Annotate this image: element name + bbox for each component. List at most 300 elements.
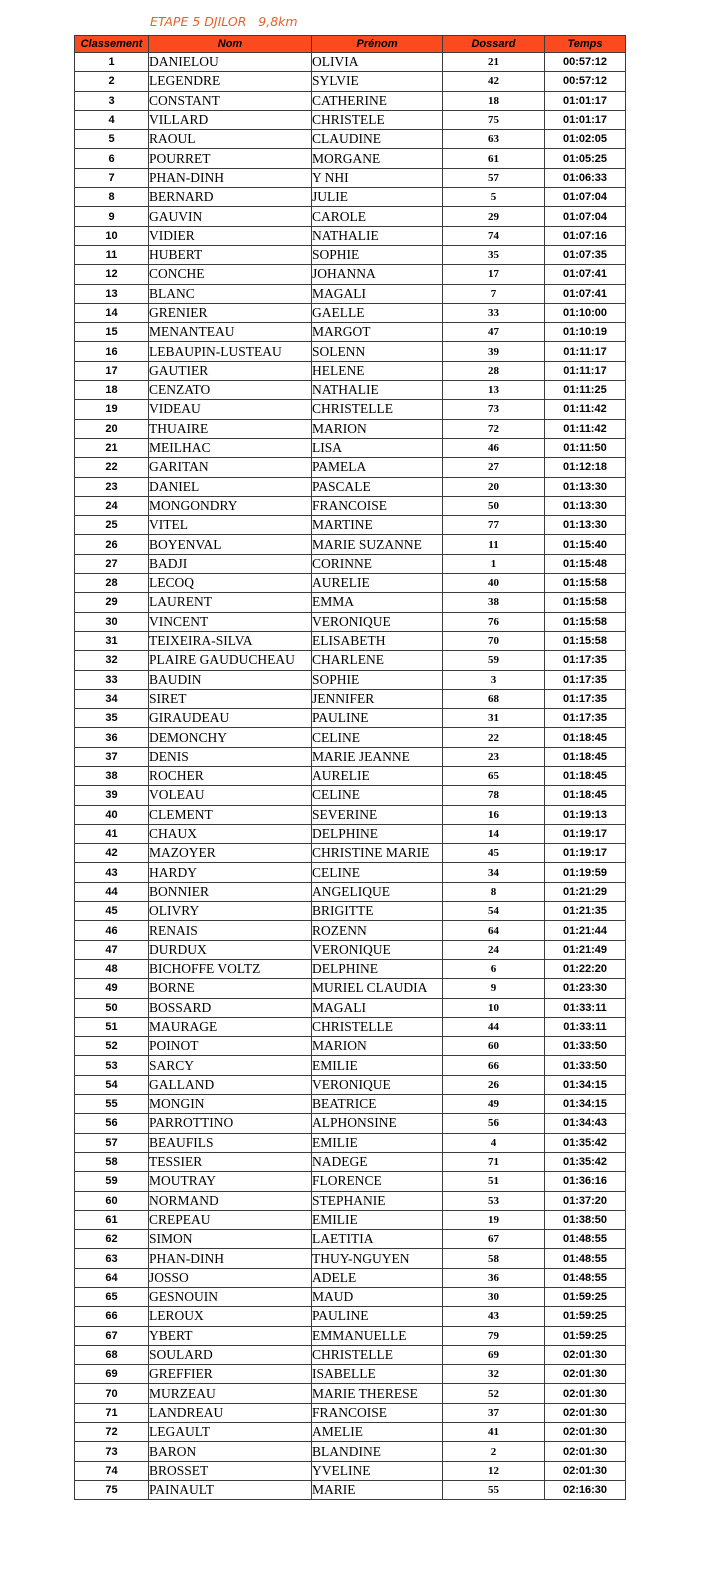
table-row [75,496,626,515]
cell-temps: 01:05:25 [545,149,626,168]
cell-temps: 01:33:50 [545,1056,626,1075]
cell-temps: 01:33:11 [545,998,626,1017]
table-row [75,1461,626,1480]
cell-classement: 55 [75,1095,149,1114]
cell-nom: TESSIER [149,1152,312,1171]
cell-classement: 39 [75,786,149,805]
cell-dossard: 76 [443,612,545,631]
table-row [75,921,626,940]
table-row [75,1210,626,1229]
cell-nom: RAOUL [149,130,312,149]
table-row [75,149,626,168]
cell-prenom: SOLENN [312,342,443,361]
cell-nom: CONCHE [149,265,312,284]
cell-temps: 01:36:16 [545,1172,626,1191]
table-row [75,1095,626,1114]
cell-nom: BADJI [149,554,312,573]
table-row [75,245,626,264]
cell-prenom: ISABELLE [312,1365,443,1384]
cell-classement: 66 [75,1307,149,1326]
cell-classement: 48 [75,959,149,978]
cell-classement: 12 [75,265,149,284]
table-row [75,1114,626,1133]
cell-temps: 01:10:19 [545,323,626,342]
cell-dossard: 45 [443,844,545,863]
cell-prenom: EMILIE [312,1133,443,1152]
cell-nom: CLEMENT [149,805,312,824]
cell-dossard: 9 [443,979,545,998]
cell-dossard: 42 [443,72,545,91]
cell-temps: 01:12:18 [545,458,626,477]
cell-classement: 61 [75,1210,149,1229]
table-row [75,882,626,901]
table-row [75,1307,626,1326]
cell-dossard: 6 [443,959,545,978]
table-row [75,168,626,187]
cell-dossard: 23 [443,747,545,766]
cell-prenom: JOHANNA [312,265,443,284]
cell-dossard: 69 [443,1345,545,1364]
cell-classement: 14 [75,303,149,322]
cell-classement: 67 [75,1326,149,1345]
cell-dossard: 49 [443,1095,545,1114]
table-row [75,265,626,284]
cell-nom: GRENIER [149,303,312,322]
cell-classement: 16 [75,342,149,361]
cell-temps: 01:34:15 [545,1075,626,1094]
cell-nom: PAINAULT [149,1480,312,1499]
cell-nom: CHAUX [149,824,312,843]
table-row [75,226,626,245]
cell-classement: 25 [75,516,149,535]
cell-classement: 1 [75,53,149,72]
cell-temps: 01:02:05 [545,130,626,149]
table-row [75,53,626,72]
cell-dossard: 58 [443,1249,545,1268]
cell-classement: 41 [75,824,149,843]
cell-temps: 01:15:58 [545,631,626,650]
table-body [75,53,626,1500]
cell-prenom: AURELIE [312,574,443,593]
cell-classement: 54 [75,1075,149,1094]
cell-classement: 17 [75,361,149,380]
cell-prenom: CHRISTINE MARIE [312,844,443,863]
cell-dossard: 3 [443,670,545,689]
table-row [75,1152,626,1171]
cell-classement: 75 [75,1480,149,1499]
cell-classement: 49 [75,979,149,998]
table-row [75,516,626,535]
cell-prenom: DELPHINE [312,824,443,843]
cell-classement: 15 [75,323,149,342]
cell-classement: 9 [75,207,149,226]
header-temps: Temps [545,36,626,53]
table-row [75,747,626,766]
cell-temps: 01:23:30 [545,979,626,998]
cell-nom: SARCY [149,1056,312,1075]
cell-dossard: 64 [443,921,545,940]
cell-dossard: 74 [443,226,545,245]
cell-prenom: CHRISTELLE [312,1017,443,1036]
cell-temps: 01:06:33 [545,168,626,187]
cell-dossard: 19 [443,1210,545,1229]
cell-prenom: PASCALE [312,477,443,496]
cell-temps: 02:01:30 [545,1461,626,1480]
cell-dossard: 13 [443,381,545,400]
cell-temps: 02:01:30 [545,1442,626,1461]
cell-prenom: STEPHANIE [312,1191,443,1210]
table-row [75,1191,626,1210]
results-table [74,35,626,1500]
cell-temps: 01:18:45 [545,786,626,805]
cell-prenom: ROZENN [312,921,443,940]
cell-classement: 42 [75,844,149,863]
cell-nom: VOLEAU [149,786,312,805]
cell-dossard: 41 [443,1423,545,1442]
cell-dossard: 35 [443,245,545,264]
cell-temps: 01:17:35 [545,709,626,728]
cell-prenom: CATHERINE [312,91,443,110]
cell-classement: 10 [75,226,149,245]
table-row [75,709,626,728]
cell-nom: GIRAUDEAU [149,709,312,728]
cell-temps: 01:07:35 [545,245,626,264]
cell-prenom: CHRISTELE [312,110,443,129]
cell-dossard: 11 [443,535,545,554]
table-row [75,998,626,1017]
cell-nom: DENIS [149,747,312,766]
cell-temps: 01:33:50 [545,1037,626,1056]
cell-temps: 01:22:20 [545,959,626,978]
header-dossard: Dossard [443,36,545,53]
cell-dossard: 43 [443,1307,545,1326]
cell-temps: 01:18:45 [545,766,626,785]
cell-dossard: 59 [443,651,545,670]
cell-nom: MENANTEAU [149,323,312,342]
cell-dossard: 56 [443,1114,545,1133]
cell-prenom: OLIVIA [312,53,443,72]
cell-classement: 74 [75,1461,149,1480]
cell-temps: 01:19:17 [545,824,626,843]
cell-nom: DANIELOU [149,53,312,72]
cell-nom: BICHOFFE VOLTZ [149,959,312,978]
cell-classement: 19 [75,400,149,419]
cell-prenom: PAULINE [312,709,443,728]
cell-nom: BERNARD [149,188,312,207]
cell-classement: 8 [75,188,149,207]
cell-nom: VINCENT [149,612,312,631]
header-classement: Classement [75,36,149,53]
cell-nom: MOUTRAY [149,1172,312,1191]
table-row [75,1075,626,1094]
cell-temps: 01:18:45 [545,728,626,747]
cell-prenom: HELENE [312,361,443,380]
cell-dossard: 32 [443,1365,545,1384]
table-row [75,824,626,843]
table-row [75,651,626,670]
cell-prenom: MARIE SUZANNE [312,535,443,554]
cell-classement: 36 [75,728,149,747]
cell-classement: 27 [75,554,149,573]
cell-prenom: ALPHONSINE [312,1114,443,1133]
cell-dossard: 50 [443,496,545,515]
cell-classement: 47 [75,940,149,959]
cell-classement: 52 [75,1037,149,1056]
cell-dossard: 79 [443,1326,545,1345]
cell-prenom: ADELE [312,1268,443,1287]
cell-nom: VILLARD [149,110,312,129]
cell-nom: PHAN-DINH [149,168,312,187]
cell-temps: 01:15:58 [545,612,626,631]
cell-nom: BORNE [149,979,312,998]
table-row [75,110,626,129]
cell-dossard: 36 [443,1268,545,1287]
table-row [75,979,626,998]
cell-nom: MAZOYER [149,844,312,863]
cell-dossard: 55 [443,1480,545,1499]
cell-classement: 13 [75,284,149,303]
cell-prenom: PAULINE [312,1307,443,1326]
cell-temps: 02:01:30 [545,1384,626,1403]
cell-prenom: Y NHI [312,168,443,187]
cell-prenom: EMMA [312,593,443,612]
table-row [75,477,626,496]
cell-prenom: LAETITIA [312,1230,443,1249]
cell-classement: 50 [75,998,149,1017]
cell-temps: 01:13:30 [545,477,626,496]
cell-prenom: MARGOT [312,323,443,342]
table-row [75,419,626,438]
cell-classement: 44 [75,882,149,901]
table-row [75,728,626,747]
cell-prenom: GAELLE [312,303,443,322]
cell-nom: VITEL [149,516,312,535]
cell-dossard: 26 [443,1075,545,1094]
cell-prenom: MARIE [312,1480,443,1499]
cell-prenom: DELPHINE [312,959,443,978]
cell-temps: 01:15:58 [545,593,626,612]
cell-classement: 11 [75,245,149,264]
cell-nom: ROCHER [149,766,312,785]
cell-nom: SIRET [149,689,312,708]
cell-prenom: YVELINE [312,1461,443,1480]
cell-dossard: 63 [443,130,545,149]
table-row [75,1384,626,1403]
cell-temps: 01:15:40 [545,535,626,554]
cell-nom: LEGAULT [149,1423,312,1442]
cell-nom: GESNOUIN [149,1288,312,1307]
cell-prenom: THUY-NGUYEN [312,1249,443,1268]
cell-prenom: SOPHIE [312,670,443,689]
table-row [75,593,626,612]
cell-classement: 23 [75,477,149,496]
cell-dossard: 8 [443,882,545,901]
cell-temps: 01:59:25 [545,1326,626,1345]
cell-classement: 18 [75,381,149,400]
cell-dossard: 1 [443,554,545,573]
cell-classement: 58 [75,1152,149,1171]
cell-nom: GARITAN [149,458,312,477]
cell-dossard: 40 [443,574,545,593]
cell-dossard: 65 [443,766,545,785]
cell-temps: 01:48:55 [545,1230,626,1249]
cell-nom: CONSTANT [149,91,312,110]
cell-temps: 01:34:43 [545,1114,626,1133]
cell-nom: DURDUX [149,940,312,959]
cell-classement: 73 [75,1442,149,1461]
cell-classement: 24 [75,496,149,515]
cell-classement: 7 [75,168,149,187]
header-prenom: Prénom [312,36,443,53]
cell-dossard: 46 [443,438,545,457]
cell-temps: 01:19:13 [545,805,626,824]
cell-nom: THUAIRE [149,419,312,438]
cell-temps: 01:11:25 [545,381,626,400]
cell-nom: MAURAGE [149,1017,312,1036]
cell-dossard: 21 [443,53,545,72]
cell-nom: DANIEL [149,477,312,496]
cell-nom: LAURENT [149,593,312,612]
page-title: ETAPE 5 DJILOR 9,8km [150,14,298,29]
cell-prenom: JENNIFER [312,689,443,708]
cell-classement: 31 [75,631,149,650]
cell-temps: 01:11:42 [545,400,626,419]
cell-temps: 01:48:55 [545,1268,626,1287]
table-row [75,940,626,959]
cell-classement: 3 [75,91,149,110]
cell-classement: 2 [75,72,149,91]
cell-temps: 01:17:35 [545,670,626,689]
cell-prenom: EMILIE [312,1056,443,1075]
cell-nom: MONGONDRY [149,496,312,515]
cell-prenom: FRANCOISE [312,1403,443,1422]
cell-prenom: FLORENCE [312,1172,443,1191]
cell-temps: 01:21:29 [545,882,626,901]
cell-nom: MEILHAC [149,438,312,457]
cell-nom: OLIVRY [149,902,312,921]
table-row [75,361,626,380]
cell-prenom: MARTINE [312,516,443,535]
cell-temps: 01:33:11 [545,1017,626,1036]
cell-prenom: MARIE JEANNE [312,747,443,766]
cell-nom: BEAUFILS [149,1133,312,1152]
cell-prenom: MAGALI [312,284,443,303]
cell-dossard: 77 [443,516,545,535]
cell-classement: 60 [75,1191,149,1210]
cell-temps: 01:13:30 [545,516,626,535]
table-row [75,1133,626,1152]
table-header [75,36,626,53]
cell-nom: HUBERT [149,245,312,264]
table-row [75,1017,626,1036]
table-row [75,1249,626,1268]
cell-classement: 69 [75,1365,149,1384]
cell-prenom: PAMELA [312,458,443,477]
table-row [75,438,626,457]
cell-classement: 35 [75,709,149,728]
table-row [75,1442,626,1461]
cell-dossard: 14 [443,824,545,843]
cell-prenom: NATHALIE [312,226,443,245]
table-row [75,458,626,477]
cell-temps: 01:17:35 [545,651,626,670]
cell-dossard: 17 [443,265,545,284]
cell-dossard: 12 [443,1461,545,1480]
cell-dossard: 51 [443,1172,545,1191]
table-row [75,1172,626,1191]
cell-classement: 6 [75,149,149,168]
cell-temps: 01:07:41 [545,284,626,303]
cell-temps: 01:11:17 [545,361,626,380]
table-row [75,554,626,573]
cell-classement: 33 [75,670,149,689]
cell-dossard: 30 [443,1288,545,1307]
cell-nom: BAUDIN [149,670,312,689]
cell-dossard: 18 [443,91,545,110]
cell-dossard: 75 [443,110,545,129]
cell-prenom: CELINE [312,728,443,747]
cell-nom: LEBAUPIN-LUSTEAU [149,342,312,361]
cell-prenom: MAGALI [312,998,443,1017]
cell-temps: 01:17:35 [545,689,626,708]
table-row [75,1480,626,1499]
cell-temps: 01:11:50 [545,438,626,457]
cell-nom: PLAIRE GAUDUCHEAU [149,651,312,670]
cell-dossard: 47 [443,323,545,342]
table-row [75,91,626,110]
cell-dossard: 54 [443,902,545,921]
cell-prenom: SYLVIE [312,72,443,91]
cell-temps: 01:59:25 [545,1307,626,1326]
table-row [75,805,626,824]
cell-temps: 01:07:04 [545,207,626,226]
cell-prenom: CELINE [312,863,443,882]
header-nom: Nom [149,36,312,53]
cell-nom: BROSSET [149,1461,312,1480]
cell-dossard: 4 [443,1133,545,1152]
cell-temps: 01:38:50 [545,1210,626,1229]
cell-dossard: 70 [443,631,545,650]
table-row [75,72,626,91]
cell-prenom: CHARLENE [312,651,443,670]
cell-dossard: 39 [443,342,545,361]
cell-classement: 4 [75,110,149,129]
cell-nom: LEGENDRE [149,72,312,91]
cell-nom: BONNIER [149,882,312,901]
cell-classement: 26 [75,535,149,554]
cell-dossard: 52 [443,1384,545,1403]
cell-nom: YBERT [149,1326,312,1345]
cell-classement: 37 [75,747,149,766]
cell-classement: 53 [75,1056,149,1075]
table-row [75,1268,626,1287]
cell-prenom: AURELIE [312,766,443,785]
table-row [75,631,626,650]
cell-temps: 01:21:44 [545,921,626,940]
cell-prenom: FRANCOISE [312,496,443,515]
cell-prenom: SEVERINE [312,805,443,824]
table-row [75,1345,626,1364]
cell-nom: VIDEAU [149,400,312,419]
cell-temps: 01:48:55 [545,1249,626,1268]
table-row [75,1056,626,1075]
table-row [75,1423,626,1442]
cell-temps: 00:57:12 [545,53,626,72]
cell-prenom: BLANDINE [312,1442,443,1461]
table-row [75,1403,626,1422]
cell-prenom: NADEGE [312,1152,443,1171]
cell-temps: 01:19:17 [545,844,626,863]
